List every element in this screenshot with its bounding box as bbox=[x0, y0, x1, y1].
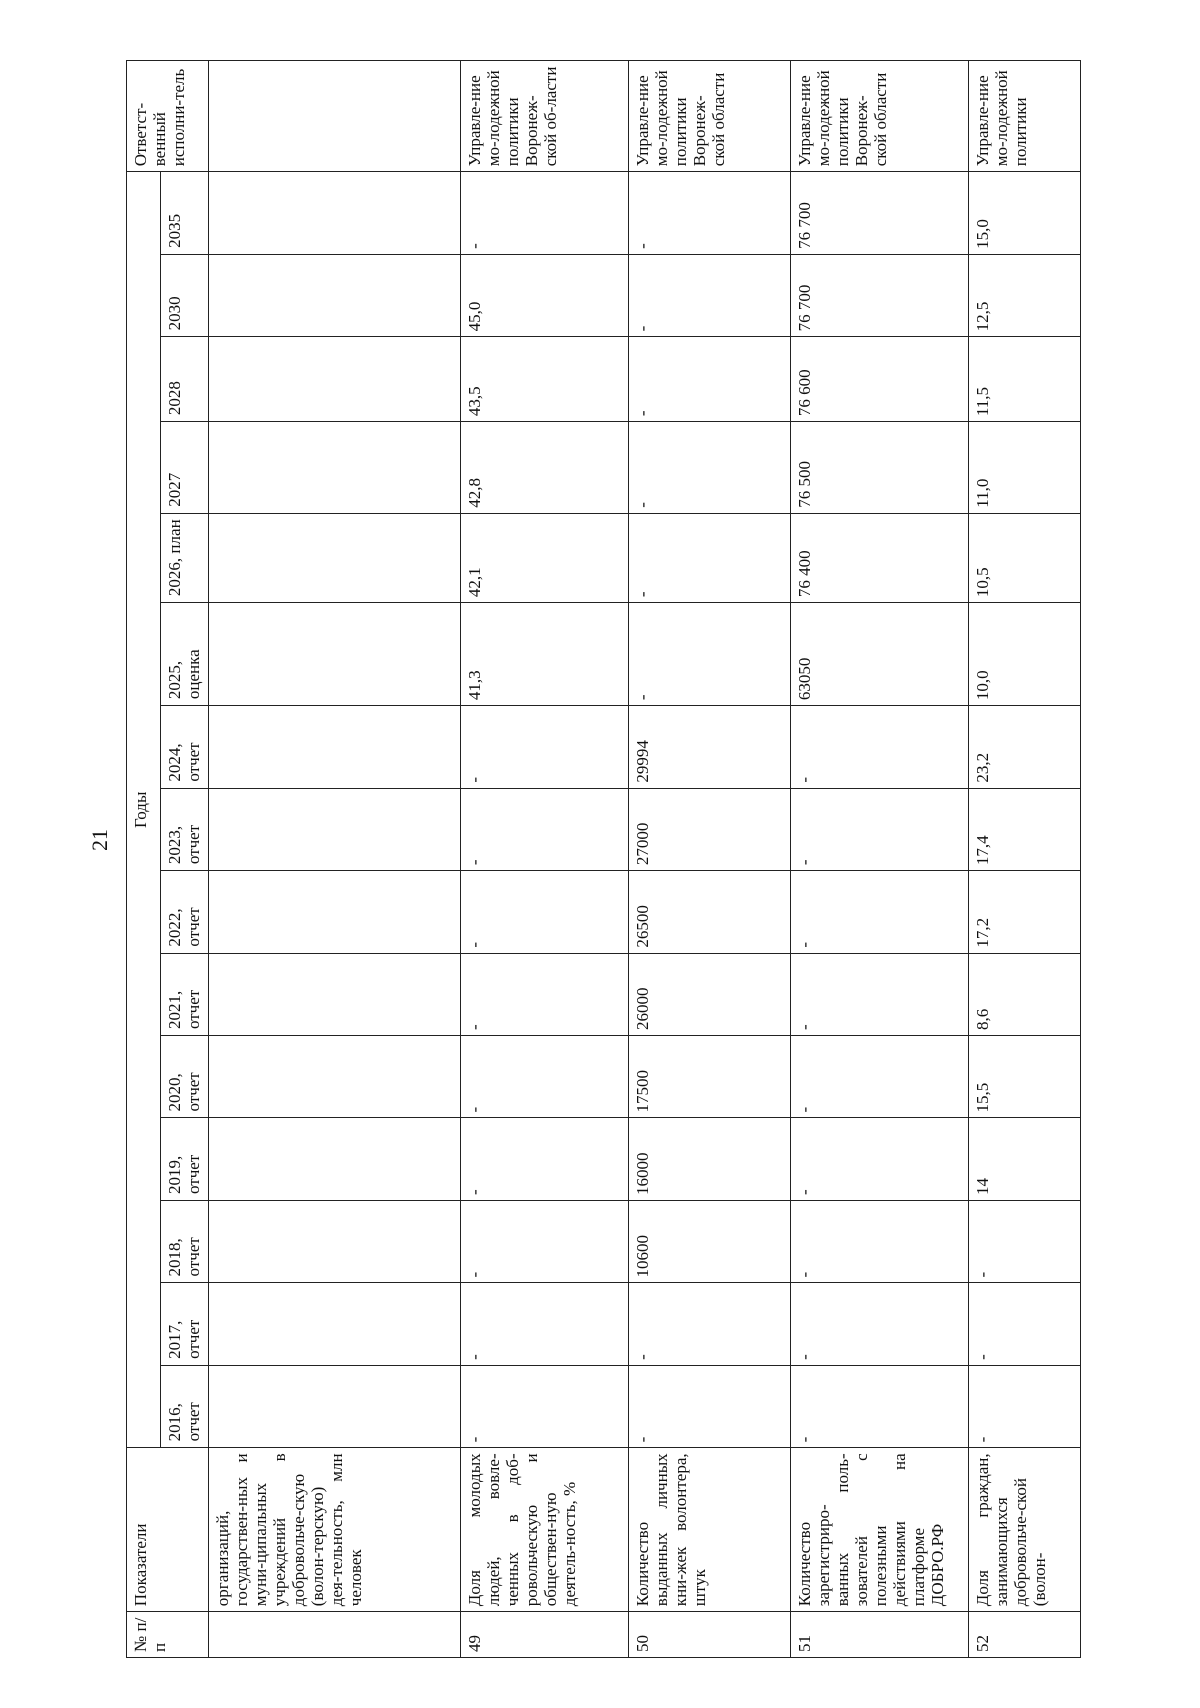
cell: - bbox=[969, 1283, 1081, 1365]
year-2021: 2021, отчет bbox=[161, 953, 209, 1035]
cell: 76 600 bbox=[791, 337, 969, 422]
row-num: 49 bbox=[461, 1612, 629, 1658]
table-row bbox=[969, 61, 1081, 1658]
cell: 23,2 bbox=[969, 706, 1081, 788]
cell: 26000 bbox=[629, 953, 791, 1035]
row-num: 51 bbox=[791, 1612, 969, 1658]
cell: 43,5 bbox=[461, 337, 629, 422]
row-responsible: Управле-ние мо-лодежной политики Воронеж-ской области bbox=[629, 61, 791, 172]
year-2018: 2018, отчет bbox=[161, 1200, 209, 1282]
cell: - bbox=[461, 1365, 629, 1447]
cell bbox=[209, 788, 461, 870]
cell bbox=[209, 1365, 461, 1447]
cell: - bbox=[969, 1200, 1081, 1282]
cell: - bbox=[791, 1283, 969, 1365]
cell: 41,3 bbox=[461, 603, 629, 706]
row-responsible: Управле-ние мо-лодежной политики Воронеж-ской об-ласти bbox=[461, 61, 629, 172]
row-indicator: Количество выданных личных кни-жек волонтера, штук bbox=[629, 1448, 791, 1612]
cell: 10600 bbox=[629, 1200, 791, 1282]
cell: - bbox=[629, 337, 791, 422]
row-indicator: Доля молодых людей, вовле-ченных в доб-ровольческую и обществен-ную деятель-ность, % bbox=[461, 1448, 629, 1612]
header-responsible: Ответст-венный исполни-тель bbox=[127, 61, 209, 172]
row-responsible bbox=[209, 61, 461, 172]
year-2016: 2016, отчет bbox=[161, 1365, 209, 1447]
table-row bbox=[629, 61, 791, 1658]
year-2027: 2027 bbox=[161, 422, 209, 514]
cell: - bbox=[461, 172, 629, 255]
cell: 17500 bbox=[629, 1036, 791, 1118]
row-num: 52 bbox=[969, 1612, 1081, 1658]
cell: 42,1 bbox=[461, 513, 629, 602]
cell: 15,0 bbox=[969, 172, 1081, 255]
cell bbox=[209, 953, 461, 1035]
cell bbox=[209, 1283, 461, 1365]
cell: 10,5 bbox=[969, 513, 1081, 602]
rotated-table-wrapper bbox=[126, 60, 1080, 1658]
cell: - bbox=[461, 788, 629, 870]
row-num bbox=[209, 1612, 461, 1658]
cell: - bbox=[791, 871, 969, 953]
cell bbox=[209, 1200, 461, 1282]
cell: 11,5 bbox=[969, 337, 1081, 422]
cell bbox=[209, 1118, 461, 1200]
year-2030: 2030 bbox=[161, 254, 209, 336]
table-row bbox=[791, 61, 969, 1658]
cell: - bbox=[461, 1283, 629, 1365]
header-years: Годы bbox=[127, 172, 161, 1448]
cell bbox=[209, 706, 461, 788]
table-row bbox=[461, 61, 629, 1658]
cell: - bbox=[629, 172, 791, 255]
cell: 76 700 bbox=[791, 172, 969, 255]
cell: - bbox=[791, 1118, 969, 1200]
header-indicator: Показатели bbox=[127, 1448, 209, 1612]
cell: - bbox=[629, 1365, 791, 1447]
cell: 8,6 bbox=[969, 953, 1081, 1035]
cell: 76 400 bbox=[791, 513, 969, 602]
cell: 14 bbox=[969, 1118, 1081, 1200]
indicators-table bbox=[126, 60, 1081, 1658]
year-2028: 2028 bbox=[161, 337, 209, 422]
cell: - bbox=[791, 1200, 969, 1282]
cell: 17,2 bbox=[969, 871, 1081, 953]
cell bbox=[209, 1036, 461, 1118]
cell: - bbox=[461, 706, 629, 788]
cell: - bbox=[629, 513, 791, 602]
row-indicator: Количество зарегистриро-ванных поль-зователей с полезными действиями на платформе ДОБРО.РФ bbox=[791, 1448, 969, 1612]
cell bbox=[209, 422, 461, 514]
year-2020: 2020, отчет bbox=[161, 1036, 209, 1118]
cell bbox=[209, 254, 461, 336]
cell: - bbox=[791, 953, 969, 1035]
cell bbox=[209, 337, 461, 422]
cell: 10,0 bbox=[969, 603, 1081, 706]
cell: - bbox=[629, 254, 791, 336]
cell: 17,4 bbox=[969, 788, 1081, 870]
cell: 76 700 bbox=[791, 254, 969, 336]
cell: 45,0 bbox=[461, 254, 629, 336]
row-indicator: Доля граждан, занимающихся добровольче-ской (волон- bbox=[969, 1448, 1081, 1612]
cell: 16000 bbox=[629, 1118, 791, 1200]
header-num: № п/п bbox=[127, 1612, 209, 1658]
cell: - bbox=[629, 1283, 791, 1365]
cell: - bbox=[629, 422, 791, 514]
cell: - bbox=[969, 1365, 1081, 1447]
page-number: 21 bbox=[87, 829, 112, 851]
cell bbox=[209, 513, 461, 602]
cell bbox=[209, 603, 461, 706]
cell: 15,5 bbox=[969, 1036, 1081, 1118]
cell: 29994 bbox=[629, 706, 791, 788]
row-indicator: организаций, государствен-ных и муни-ципальных учреждений в добровольче-скую (волон-терскую) дея-тельность, млн человек bbox=[209, 1448, 461, 1612]
cell: - bbox=[461, 1200, 629, 1282]
cell: - bbox=[791, 1036, 969, 1118]
cell: 11,0 bbox=[969, 422, 1081, 514]
cell bbox=[209, 871, 461, 953]
cell: - bbox=[629, 603, 791, 706]
cell: - bbox=[461, 871, 629, 953]
year-2023: 2023, отчет bbox=[161, 788, 209, 870]
table-row bbox=[209, 61, 461, 1658]
row-num: 50 bbox=[629, 1612, 791, 1658]
cell: 26500 bbox=[629, 871, 791, 953]
cell: 42,8 bbox=[461, 422, 629, 514]
cell: - bbox=[791, 706, 969, 788]
cell: - bbox=[461, 1118, 629, 1200]
cell: 76 500 bbox=[791, 422, 969, 514]
cell bbox=[209, 172, 461, 255]
cell: 63050 bbox=[791, 603, 969, 706]
cell: - bbox=[791, 1365, 969, 1447]
cell: - bbox=[461, 953, 629, 1035]
cell: - bbox=[461, 1036, 629, 1118]
year-2024: 2024, отчет bbox=[161, 706, 209, 788]
year-2017: 2017, отчет bbox=[161, 1283, 209, 1365]
cell: 12,5 bbox=[969, 254, 1081, 336]
cell: - bbox=[791, 788, 969, 870]
cell: 27000 bbox=[629, 788, 791, 870]
row-responsible: Управле-ние мо-лодежной политики bbox=[969, 61, 1081, 172]
year-2019: 2019, отчет bbox=[161, 1118, 209, 1200]
year-2026: 2026, план bbox=[161, 513, 209, 602]
year-2022: 2022, отчет bbox=[161, 871, 209, 953]
year-2035: 2035 bbox=[161, 172, 209, 255]
year-2025: 2025, оценка bbox=[161, 603, 209, 706]
row-responsible: Управле-ние мо-лодежной политики Воронеж-ской области bbox=[791, 61, 969, 172]
